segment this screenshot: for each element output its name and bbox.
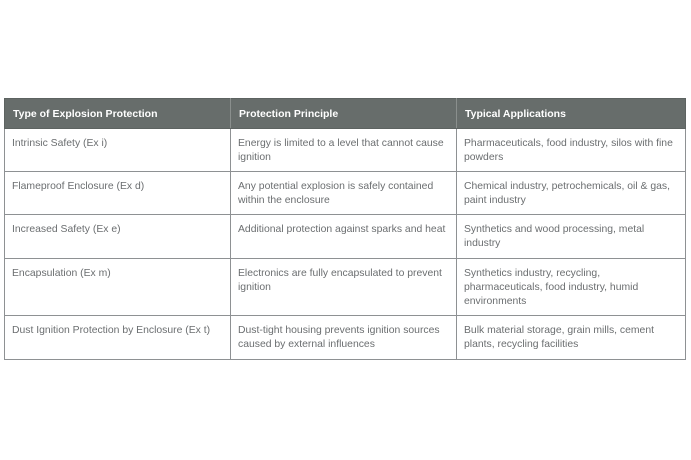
cell-type: Intrinsic Safety (Ex i) [5,129,231,172]
cell-type: Dust Ignition Protection by Enclosure (Ex t) [5,316,231,360]
header-principle: Protection Principle [231,99,457,129]
cell-applications: Pharmaceuticals, food industry, silos with fine powders [457,129,686,172]
cell-applications: Bulk material storage, grain mills, cement plants, recycling facilities [457,316,686,360]
table-row [5,129,686,172]
explosion-protection-table-container [4,98,685,360]
table-row [5,215,686,259]
cell-principle: Electronics are fully encapsulated to prevent ignition [231,259,457,316]
cell-principle: Dust-tight housing prevents ignition sources caused by external influences [231,316,457,360]
cell-principle: Energy is limited to a level that cannot cause ignition [231,129,457,172]
cell-applications: Chemical industry, petrochemicals, oil & gas, paint industry [457,172,686,215]
header-type: Type of Explosion Protection [5,99,231,129]
table-row [5,316,686,360]
cell-type: Increased Safety (Ex e) [5,215,231,259]
header-applications: Typical Applications [457,99,686,129]
cell-applications: Synthetics and wood processing, metal industry [457,215,686,259]
explosion-protection-table [4,98,686,360]
table-row [5,172,686,215]
table-row [5,259,686,316]
cell-principle: Any potential explosion is safely contained within the enclosure [231,172,457,215]
table-body [5,129,686,360]
header-row [5,99,686,129]
cell-applications: Synthetics industry, recycling, pharmaceuticals, food industry, humid environments [457,259,686,316]
cell-type: Flameproof Enclosure (Ex d) [5,172,231,215]
table-header [5,99,686,129]
cell-principle: Additional protection against sparks and heat [231,215,457,259]
cell-type: Encapsulation (Ex m) [5,259,231,316]
